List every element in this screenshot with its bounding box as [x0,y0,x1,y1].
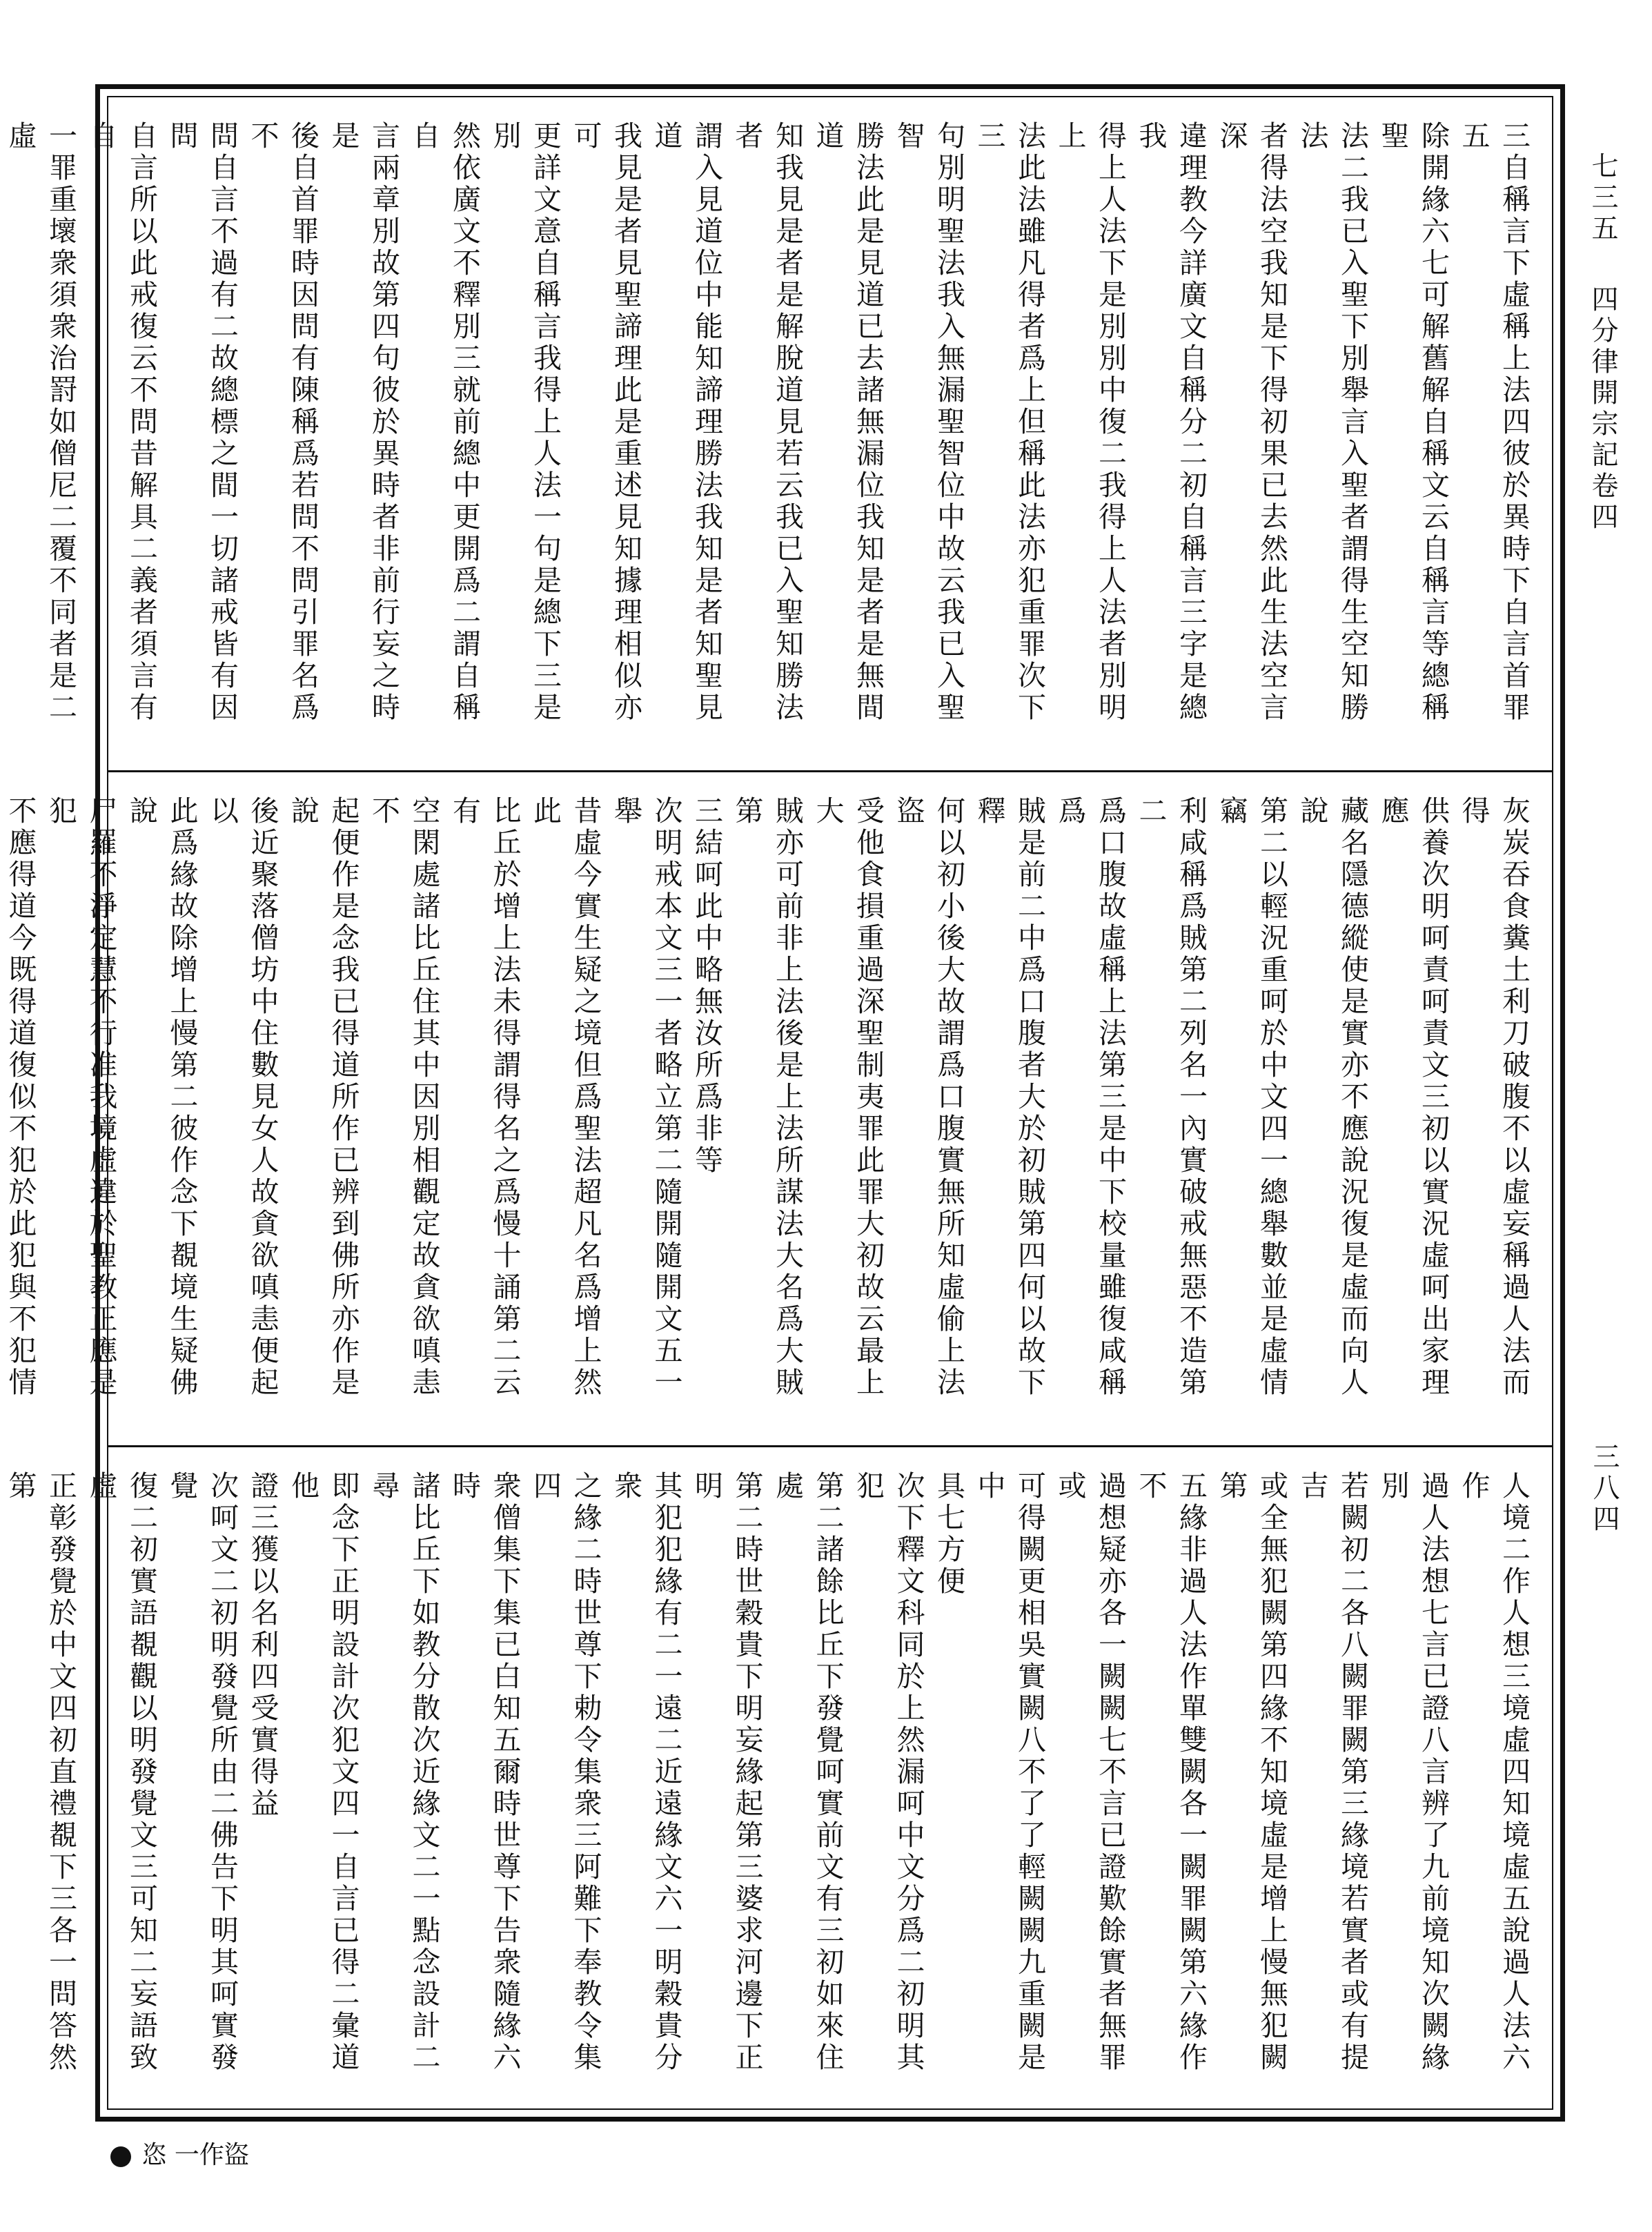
text-column: 謂入見道位中能知諦理勝法我知是者知聖見道 [649,121,723,724]
text-column: 諸比丘下如教分散次近緣文二一點念設計二尋 [367,1471,441,2074]
text-column: 法此法雖凡得者爲上但稱此法亦犯重罪次下三 [972,121,1046,724]
text-column: 勝法此是見道已去諸無漏位我知是者是無間道 [811,121,885,724]
text-column: 問自言不過有二故總標之間一切諸戒皆有因問 [165,121,239,724]
text-column: 利咸稱爲賊第二列名一內實破戒無惡不造第二 [1134,796,1208,1399]
text-column: 空閑處諸比丘住其中因別相觀定故貪欲嗔恚不 [367,796,441,1399]
margin-header [1583,152,1622,533]
text-column: 自言所以此戒復云不問昔解具二義者須言有自 [84,121,158,724]
text-column: 受他食損重過深聖制夷罪此罪大初故云最上大 [811,796,885,1399]
text-column: 灰炭吞食糞土利刀破腹不以虛妄稱過人法而得 [1457,796,1531,1399]
text-column: 證三獲以名利四受實得益 [246,1471,279,1820]
page-number: 三八四 [1589,1442,1620,1536]
text-column: 正彰發覺於中文四初直禮覩下三各一問答然第 [3,1471,77,2074]
text-column: 之緣二時世尊下勅令集衆三阿難下奉教令集四 [529,1471,602,2074]
text-column: 法二我已入聖下別舉言入聖者謂得生空知勝法 [1295,121,1369,724]
volume-page-number: 七三五 [1587,152,1618,245]
text-column: 者得法空我知是下得初果已去然此生法空言深 [1215,121,1288,724]
text-column: 可得闕更相吳實闕八不了了輕闕闕九重闕是中 [972,1471,1046,2074]
text-column: 然依廣文不釋別三就前總中更開爲二謂自稱自 [407,121,481,724]
text-column: 第二以輕況重呵於中文四一總舉數並是虛情竊 [1215,796,1288,1399]
page-frame [3,84,1565,2122]
band-text [3,121,1534,750]
text-column: 昔虛今實生疑之境但爲聖法超凡名爲增上然此 [529,796,602,1399]
text-column: 過想疑亦各一闕闕七不言已證歎餘實者無罪或 [1053,1471,1127,2074]
text-column: 起便作是念我已得道所作已辨到佛所亦作是說 [286,796,360,1399]
text-column: 除開緣六七可解舊解自稱文云自稱言等總稱聖 [1376,121,1450,724]
text-column: 人境二作人想三境虛四知境虛五說過人法六作 [1457,1471,1531,2074]
text-column: 次明戒本文三一者略立第二隨開隨開文五一舉 [609,796,683,1399]
text-column: 賊是前二中爲口腹者大於初賊第四何以故下釋 [972,796,1046,1399]
text-column: 一罪重壞衆須衆治罸如僧尼二覆不同者是二虛 [3,121,77,724]
text-column: 更詳文意自稱言我得上人法一句是總下三是別 [488,121,562,724]
text-column: 後自首罪時因問有陳稱爲若問不問引罪名爲不 [246,121,319,724]
text-column: 爲口腹故虛稱上法第三是中下校量雖復咸稱爲 [1053,796,1127,1399]
text-column: 過人法想七言已證八言辨了九前境知次闕緣別 [1376,1471,1450,2074]
text-column: 復二初實語覩觀以明發覺文三可知二妄語致虛 [84,1471,158,2074]
text-band-bottom [3,1447,1552,2120]
text-column: 賊亦可前非上法後是上法所謀法大名爲大賊第 [730,796,804,1399]
text-column: 三結呵此中略無汝所爲非等 [690,796,723,1177]
text-column: 藏名隱德縱使是實亦不應說況復是虛而向人說 [1295,796,1369,1399]
band-text [3,1471,1534,2099]
text-column: 衆僧集下集已白知五爾時世尊下告衆隨緣六時 [448,1471,522,2074]
text-column: 得上人法下是別別中復二我得上人法者別明上 [1053,121,1127,724]
text-column: 言兩章別故第四句彼於異時者非前行妄之時是 [326,121,400,724]
text-column: 第二時世穀貴下明妄緣起第三婆求河邊下正明 [690,1471,764,2074]
text-band-top [3,97,1552,772]
text-column: 我見是者見聖諦理此是重述見知據理相似亦可 [569,121,642,724]
band-text [3,796,1534,1425]
text-column: 五緣非過人法作單雙闕各一闕罪闕第六緣作不 [1134,1471,1208,2074]
footnote-text: 恣 一作盜 [141,2141,249,2169]
text-column: 何以初小後大故謂爲口腹實無所知虛偷上法盜 [892,796,965,1399]
frame-inner [3,96,1553,2110]
text-column: 比丘於增上法未得謂得名之爲慢十誦第二云有 [448,796,522,1399]
text-column: 後近聚落僧坊中住數見女人故貪欲嗔恚便起以 [206,796,279,1399]
text-column: 三自稱言下虛稱上法四彼於異時下自言首罪五 [1457,121,1531,724]
text-column: 此爲緣故除增上慢第二彼作念下覩境生疑佛說 [125,796,199,1399]
text-column: 違理教今詳廣文自稱分二初自稱言三字是總我 [1134,121,1208,724]
book-title: 四分律開宗記卷四 [1587,285,1618,534]
text-column: 知我見是者是解脫道見若云我已入聖知勝法者 [730,121,804,724]
text-column: 或全無犯闕第四緣不知境虛是增上慢無犯闕第 [1215,1471,1288,2074]
text-column: 即念下正明設計次犯文四一自言已得二彙道他 [286,1471,360,2074]
text-column: 若闕初二各八闕罪闕第三緣境若實者或有提吉 [1295,1471,1369,2074]
text-band-middle [3,772,1552,1447]
footnote [110,2135,249,2171]
footnote-marker-icon [110,2146,131,2167]
text-column: 供養次明呵責呵責文三初以實況虛呵出家理應 [1376,796,1450,1399]
text-column: 尸羅不淨定慧不行准我境虛違於聖教正應是犯 [44,796,118,1399]
text-column: 句別明聖法我入無漏聖智位中故云我已入聖智 [892,121,965,724]
text-column: 其犯犯緣有二一遠二近遠緣文六一明穀貴分衆 [609,1471,683,2074]
text-column: 次下釋文科同於上然漏呵中文分爲二初明其犯 [852,1471,925,2074]
text-column: 具七方便 [932,1471,965,1598]
text-column: 不應得道今既得道復似不犯於此犯與不犯情 [3,796,37,1399]
text-column: 次呵文二初明發覺所由二佛告下明其呵實發覺 [165,1471,239,2074]
text-column: 第二諸餘比丘下發覺呵實前文有三初如來住處 [771,1471,845,2074]
